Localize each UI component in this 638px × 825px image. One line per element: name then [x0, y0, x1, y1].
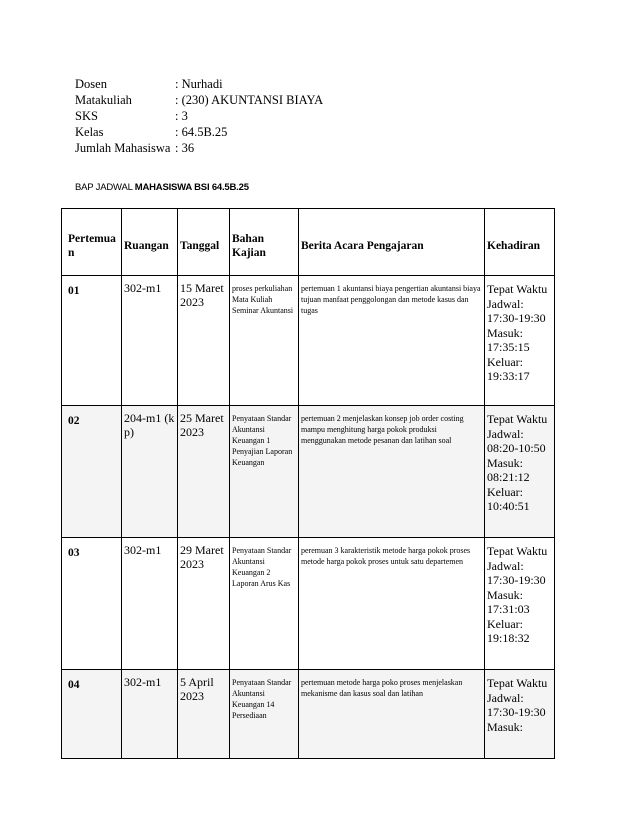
masuk-label: Masuk:	[487, 325, 523, 340]
table-row	[62, 538, 555, 670]
sks-label: SKS	[75, 109, 98, 123]
jadwal-label: Jadwal:	[487, 426, 524, 441]
status: Tepat Waktu	[487, 412, 548, 426]
cell-kehadiran	[485, 670, 555, 759]
cell-pertemuan: 03	[62, 538, 122, 670]
cell-tanggal: 29 Maret 2023	[178, 538, 230, 670]
jadwal: 17:30-19:30	[487, 573, 546, 587]
cell-berita: pertemuan 1 akuntansi biaya pengertian akuntansi biaya tujuan manfaat penggolongan dan metode kasus dan tugas	[299, 276, 485, 406]
dosen-value: : Nurhadi	[175, 77, 223, 91]
course-info	[75, 76, 323, 156]
cell-tanggal: 25 Maret 2023	[178, 406, 230, 538]
masuk: 17:31:03	[487, 602, 530, 616]
cell-ruangan: 302-m1	[122, 276, 178, 406]
masuk-label: Masuk:	[487, 587, 523, 602]
info-row-kelas	[75, 124, 323, 140]
status: Tepat Waktu	[487, 544, 548, 558]
header-berita: Berita Acara Pengajaran	[299, 209, 485, 276]
jumlah-value: : 36	[175, 141, 195, 155]
jumlah-label: Jumlah Mahasiswa	[75, 141, 171, 155]
masuk: 08:21:12	[487, 470, 530, 484]
info-row-dosen	[75, 76, 323, 92]
caption-bold: MAHASISWA BSI 64.5B.25	[134, 182, 249, 193]
status: Tepat Waktu	[487, 676, 548, 690]
cell-pertemuan: 01	[62, 276, 122, 406]
header-pertemuan: Pertemuan	[62, 209, 122, 276]
table-row	[62, 406, 555, 538]
cell-tanggal: 15 Maret 2023	[178, 276, 230, 406]
info-row-sks	[75, 108, 323, 124]
dosen-label: Dosen	[75, 77, 107, 91]
cell-ruangan: 302-m1	[122, 538, 178, 670]
keluar: 19:18:32	[487, 631, 530, 645]
keluar: 10:40:51	[487, 499, 530, 513]
header-bahan: Bahan Kajian	[230, 209, 299, 276]
table-row	[62, 670, 555, 759]
info-row-jumlah	[75, 140, 323, 156]
kelas-value: : 64.5B.25	[175, 125, 228, 139]
cell-berita: pertemuan metode harga poko proses menjelaskan mekanisme dan kasus soal dan latihan	[299, 670, 485, 759]
cell-kehadiran	[485, 538, 555, 670]
keluar-label: Keluar:	[487, 616, 523, 631]
cell-berita: peremuan 3 karakteristik metode harga pokok proses metode harga pokok proses untuk satu departemen	[299, 538, 485, 670]
cell-pertemuan: 02	[62, 406, 122, 538]
cell-pertemuan: 04	[62, 670, 122, 759]
info-row-matakuliah	[75, 92, 323, 108]
cell-ruangan: 204-m1 (kp)	[122, 406, 178, 538]
masuk-label: Masuk:	[487, 455, 523, 470]
jadwal-label: Jadwal:	[487, 296, 524, 311]
jadwal: 17:30-19:30	[487, 311, 546, 325]
header-tanggal: Tanggal	[178, 209, 230, 276]
table-header-row	[62, 209, 555, 276]
matakuliah-value: : (230) AKUNTANSI BIAYA	[175, 93, 324, 107]
keluar-label: Keluar:	[487, 484, 523, 499]
cell-berita: pertemuan 2 menjelaskan konsep job order costing mampu menghitung harga pokok produksi menggunakan metode pesanan dan latihan soal	[299, 406, 485, 538]
header-kehadiran: Kehadiran	[485, 209, 555, 276]
kelas-label: Kelas	[75, 125, 104, 139]
cell-kehadiran	[485, 276, 555, 406]
sks-value: : 3	[175, 109, 188, 123]
table-row	[62, 276, 555, 406]
masuk-label: Masuk:	[487, 719, 523, 734]
jadwal: 17:30-19:30	[487, 705, 546, 719]
keluar-label: Keluar:	[487, 354, 523, 369]
attendance-table	[61, 208, 555, 759]
cell-bahan: Penyataan Standar Akuntansi Keuangan 1 Penyajian Laporan Keuangan	[230, 406, 299, 538]
jadwal-label: Jadwal:	[487, 558, 524, 573]
jadwal: 08:20-10:50	[487, 441, 546, 455]
jadwal-label: Jadwal:	[487, 690, 524, 705]
cell-bahan: proses perkuliahan Mata Kuliah Seminar Akuntansi	[230, 276, 299, 406]
caption-prefix: BAP JADWAL	[75, 182, 135, 193]
keluar: 19:33:17	[487, 369, 530, 383]
cell-tanggal: 5 April 2023	[178, 670, 230, 759]
cell-bahan: Penyataan Standar Akuntansi Keuangan 2 Laporan Arus Kas	[230, 538, 299, 670]
cell-kehadiran	[485, 406, 555, 538]
table-caption	[75, 182, 249, 193]
cell-ruangan: 302-m1	[122, 670, 178, 759]
masuk: 17:35:15	[487, 340, 530, 354]
cell-bahan: Penyataan Standar Akuntansi Keuangan 14 Persediaan	[230, 670, 299, 759]
status: Tepat Waktu	[487, 282, 548, 296]
header-ruangan: Ruangan	[122, 209, 178, 276]
matakuliah-label: Matakuliah	[75, 93, 132, 107]
